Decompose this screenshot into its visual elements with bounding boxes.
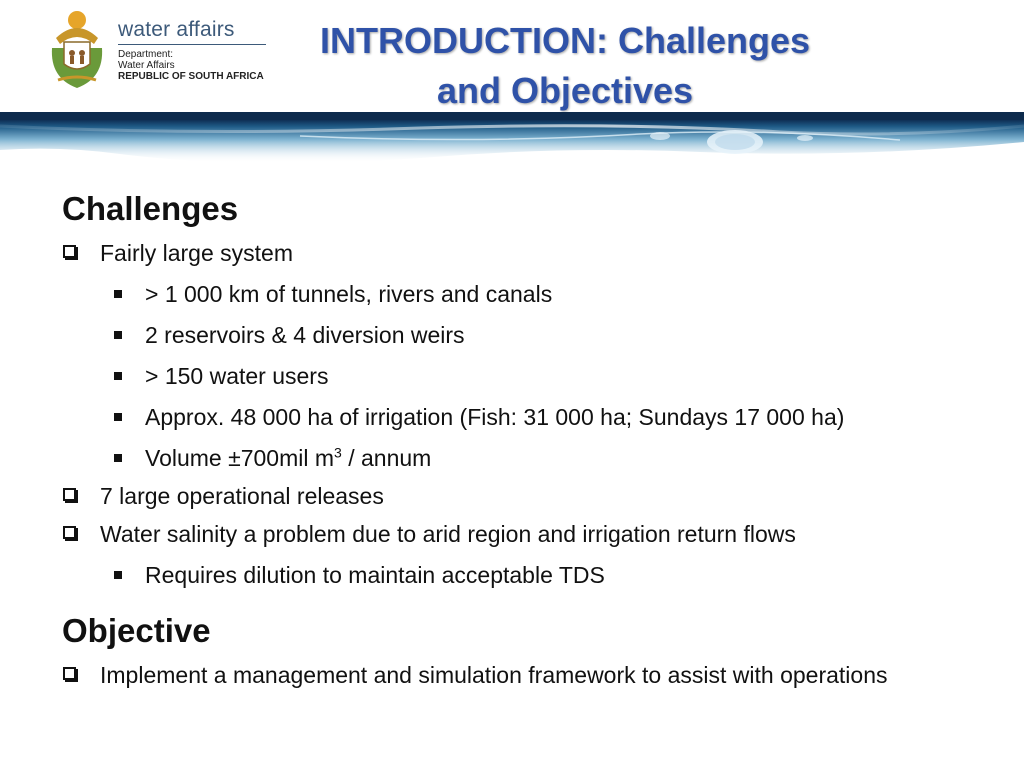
volume-prefix: Volume ±700mil m <box>145 445 335 471</box>
checkbox-bullet-icon <box>63 667 76 680</box>
square-bullet-icon <box>114 372 122 380</box>
bullet-text: Fairly large system <box>100 240 293 266</box>
department-logo <box>118 18 268 82</box>
sub-bullet-item <box>62 441 1002 475</box>
water-banner-image <box>0 112 1024 174</box>
checkbox-bullet-icon <box>63 245 76 258</box>
sub-bullet-text: > 150 water users <box>145 363 329 389</box>
sub-bullet-text: Approx. 48 000 ha of irrigation (Fish: 31 000 ha; Sundays 17 000 ha) <box>145 404 845 430</box>
challenges-heading: Challenges <box>62 190 239 227</box>
brand-department-name: Water Affairs <box>118 60 175 71</box>
sub-bullet-text: Requires dilution to maintain acceptable TDS <box>145 562 605 588</box>
slide-title <box>290 16 840 116</box>
square-bullet-icon <box>114 413 122 421</box>
bullet-item <box>62 658 1002 692</box>
objective-heading: Objective <box>62 612 211 649</box>
bullet-item <box>62 236 1002 270</box>
sub-bullet-item <box>62 359 1002 393</box>
sub-bullet-item <box>62 318 1002 352</box>
sub-bullet-item <box>62 400 1002 434</box>
sub-bullet-item <box>62 277 1002 311</box>
sub-bullet-text: > 1 000 km of tunnels, rivers and canals <box>145 281 553 307</box>
sub-bullet-item <box>62 558 1002 592</box>
bullet-text: Implement a management and simulation framework to assist with operations <box>100 662 888 688</box>
title-line-1: INTRODUCTION: Challenges <box>319 20 811 61</box>
volume-text <box>145 445 431 471</box>
volume-suffix: / annum <box>341 445 432 471</box>
square-bullet-icon <box>114 571 122 579</box>
brand-department-label: Department: <box>118 49 174 60</box>
checkbox-bullet-icon <box>63 526 76 539</box>
square-bullet-icon <box>114 454 122 462</box>
bullet-text: Water salinity a problem due to arid region and irrigation return flows <box>100 521 796 547</box>
checkbox-bullet-icon <box>63 488 76 501</box>
sub-bullet-text: 2 reservoirs & 4 diversion weirs <box>145 322 465 348</box>
square-bullet-icon <box>114 331 122 339</box>
slide-body <box>62 186 1002 692</box>
bullet-text: 7 large operational releases <box>100 483 384 509</box>
brand-country: REPUBLIC OF SOUTH AFRICA <box>118 71 264 82</box>
volume-exponent: 3 <box>334 444 342 461</box>
coat-of-arms-icon <box>46 8 108 90</box>
title-line-2: and Objectives <box>436 70 694 111</box>
brand-name: water affairs <box>118 18 235 41</box>
square-bullet-icon <box>114 290 122 298</box>
brand-divider <box>118 44 266 45</box>
bullet-item <box>62 479 1002 513</box>
bullet-item <box>62 517 1002 551</box>
